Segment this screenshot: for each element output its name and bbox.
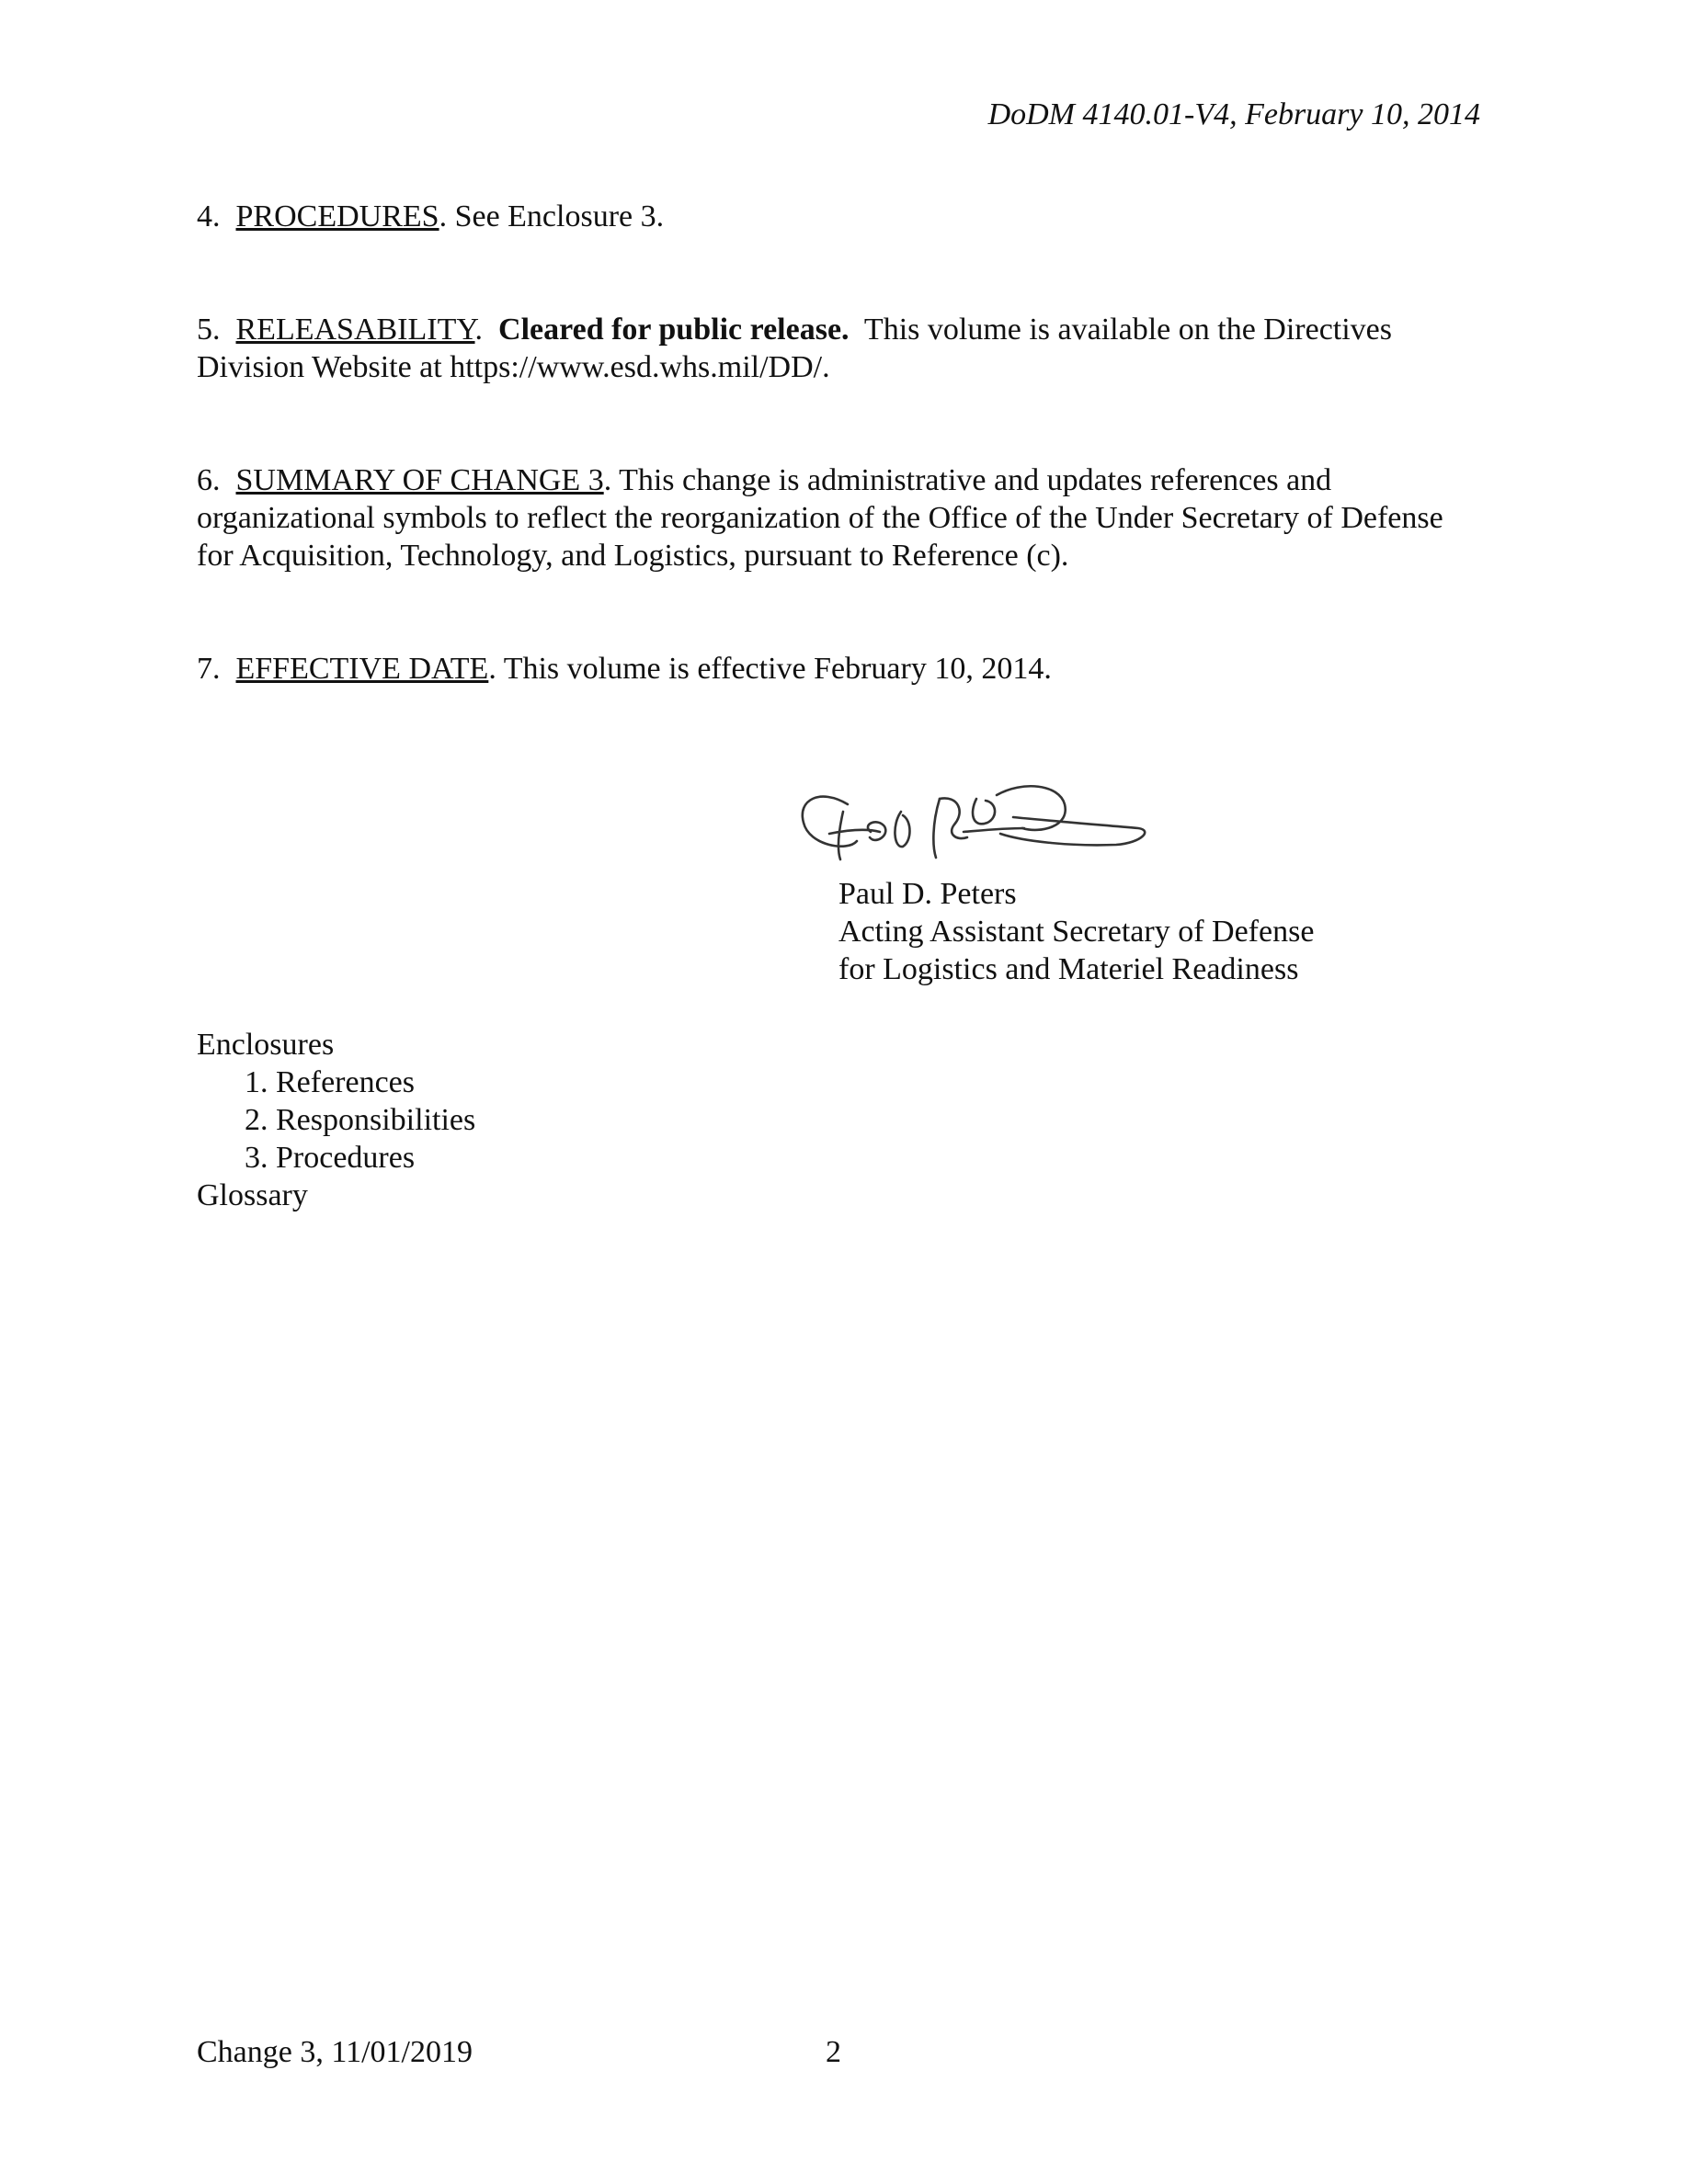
paragraph-procedures [197,198,1484,235]
paragraph-number: 7. [197,652,221,686]
paragraph-number: 6. [197,463,221,497]
document-header: DoDM 4140.01-V4, February 10, 2014 [987,97,1480,131]
paragraph-heading: RELEASABILITY [235,313,475,347]
paragraph-number: 4. [197,199,221,233]
enclosure-item: 2. Responsibilities [245,1103,476,1137]
paragraph-heading: PROCEDURES [235,199,439,233]
footer-page-number: 2 [826,2035,841,2069]
paragraph-bold-text: Cleared for public release. [498,313,850,347]
signer-title-line-1: Acting Assistant Secretary of Defense [838,915,1315,949]
footer-change-label: Change 3, 11/01/2019 [197,2035,473,2069]
paragraph-summary-of-change [197,461,1484,574]
paragraph-text: . See Enclosure 3. [439,199,665,233]
glossary-label: Glossary [197,1178,308,1212]
signer-name: Paul D. Peters [838,877,1017,911]
paragraph-effective-date [197,650,1484,688]
paragraph-text: This volume is available on the Directives Division Website at https://www.esd.whs.mil/DD/. [197,313,1400,384]
handwritten-signature [793,768,1160,873]
signature-block [838,875,1314,988]
paragraph-heading: EFFECTIVE DATE [235,652,489,686]
enclosures-list [197,1026,475,1214]
enclosure-item: 1. References [245,1065,416,1099]
paragraph-separator: . [474,313,499,347]
paragraph-heading: SUMMARY OF CHANGE 3 [235,463,604,497]
paragraph-text: . This change is administrative and updates references and organizational symbols to reflect the reorganization of the Office of the Under Secretary of Defense for Acquisition, Technology, and Logistics, pursuant to Reference (c). [197,463,1443,573]
enclosure-item: 3. Procedures [245,1141,416,1175]
paragraph-number: 5. [197,313,221,347]
paragraph-releasability [197,311,1484,386]
signer-title-line-2: for Logistics and Materiel Readiness [838,952,1299,986]
enclosures-heading: Enclosures [197,1028,335,1062]
paragraph-text: . This volume is effective February 10, 2014. [488,652,1052,686]
